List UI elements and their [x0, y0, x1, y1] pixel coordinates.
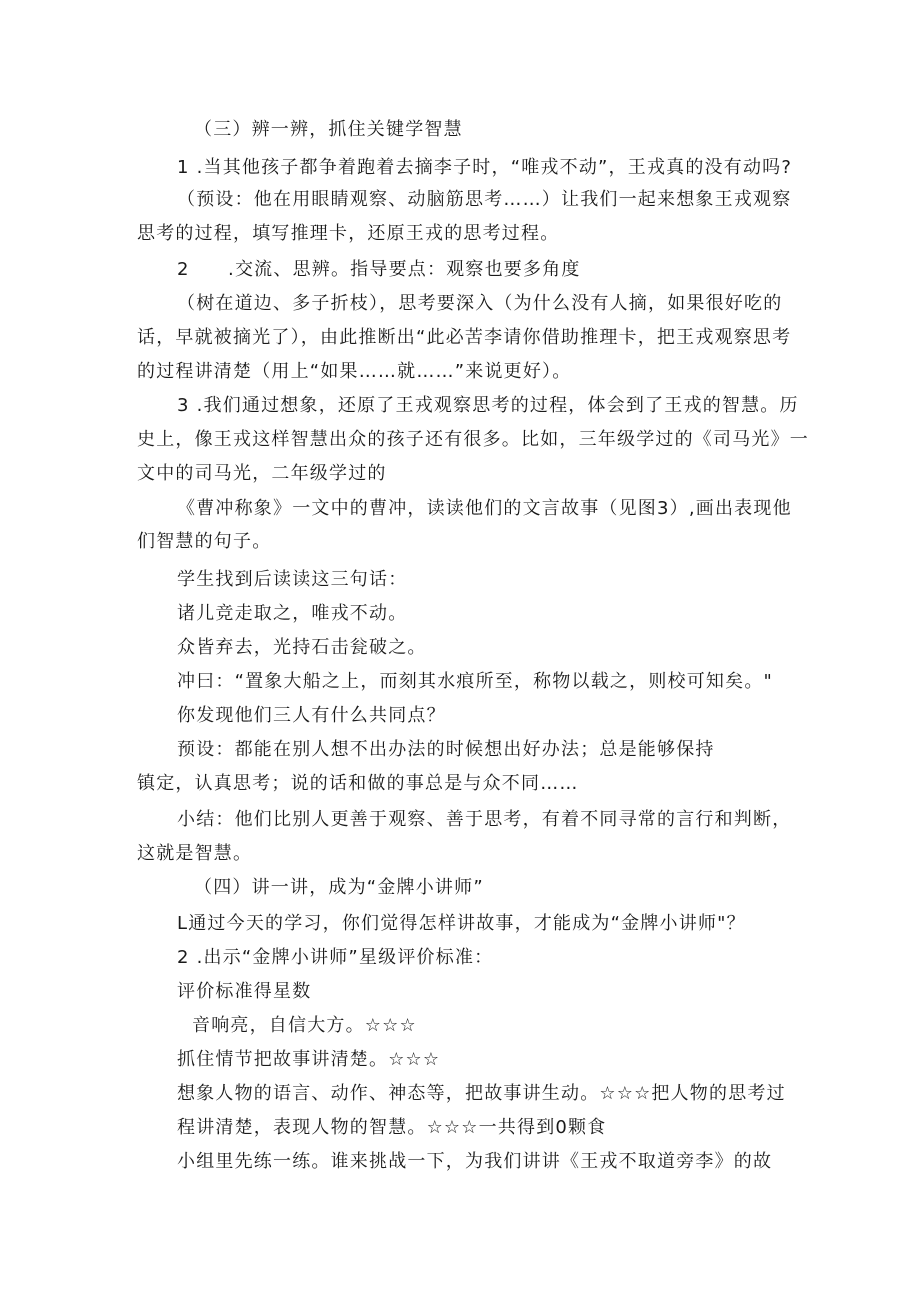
section-heading-4: （四）讲一讲，成为“金牌小讲师”	[194, 877, 484, 898]
paragraph-line: 预设：都能在别人想不出办法的时候想出好办法；总是能够保持	[177, 739, 715, 760]
paragraph-line: 2 .出示“金牌小讲师”星级评价标准：	[177, 947, 494, 968]
paragraph-line: 的过程讲清楚（用上“如果……就……”来说更好）。	[137, 361, 572, 382]
paragraph-line: （预设：他在用眼睛观察、动脑筋思考……）让我们一起来想象王戎观察	[177, 189, 792, 210]
paragraph-line: 文中的司马光，二年级学过的	[137, 463, 387, 484]
paragraph-line: （树在道边、多子折枝），思考要深入（为什么没有人摘，如果很好吃的	[177, 293, 783, 314]
paragraph-line: 3 .我们通过想象，还原了王戎观察思考的过程，体会到了王戎的智慧。历	[177, 395, 799, 416]
paragraph-line: 小结：他们比别人更善于观察、善于思考，有着不同寻常的言行和判断，	[177, 809, 792, 830]
section-heading-3: （三）辨一辨，抓住关键学智慧	[194, 119, 463, 140]
paragraph-line: 你发现他们三人有什么共同点？	[177, 705, 446, 726]
paragraph-line: 思考的过程，填写推理卡，还原王戎的思考过程。	[137, 223, 560, 244]
paragraph-line: 们智慧的句子。	[137, 531, 272, 552]
paragraph-line: 2 .交流、思辨。指导要点：观察也要多角度	[177, 259, 581, 280]
rubric-item: 想象人物的语言、动作、神态等，把故事讲生动。☆☆☆把人物的思考过	[177, 1083, 786, 1104]
paragraph-line: L通过今天的学习，你们觉得怎样讲故事，才能成为“金牌小讲师"？	[177, 913, 746, 934]
paragraph-line: 镇定，认真思考；说的话和做的事总是与众不同……	[137, 773, 579, 794]
rubric-header: 评价标准得星数	[177, 981, 312, 1002]
quote-line: 众皆弃去，光持石击瓮破之。	[177, 637, 427, 658]
rubric-item: 程讲清楚，表现人物的智慧。☆☆☆一共得到0颗食	[177, 1117, 607, 1138]
paragraph-line: 《曹冲称象》一文中的曹冲，读读他们的文言故事（见图3）,画出表现他	[177, 498, 792, 519]
paragraph-line: 这就是智慧。	[137, 843, 253, 864]
paragraph-line: 1 .当其他孩子都争着跑着去摘李子时，“唯戎不动”，王戎真的没有动吗?	[177, 157, 793, 178]
paragraph-line: 学生找到后读读这三句话：	[177, 569, 408, 590]
paragraph-line: 小组里先练一练。谁来挑战一下，为我们讲讲《王戎不取道旁李》的故	[177, 1151, 773, 1172]
quote-line: 诸儿竞走取之，唯戎不动。	[177, 603, 408, 624]
paragraph-line: 话，早就被摘光了），由此推断出“此必苦李请你借助推理卡，把王戎观察思考	[137, 327, 792, 348]
quote-line: 冲曰：“置象大船之上，而刻其水痕所至，称物以载之，则校可知矣。"	[177, 671, 774, 692]
paragraph-line: 史上，像王戎这样智慧出众的孩子还有很多。比如，三年级学过的《司马光》一	[137, 429, 809, 450]
rubric-item: 音响亮，自信大方。☆☆☆	[192, 1015, 417, 1036]
rubric-item: 抓住情节把故事讲清楚。☆☆☆	[177, 1049, 441, 1070]
